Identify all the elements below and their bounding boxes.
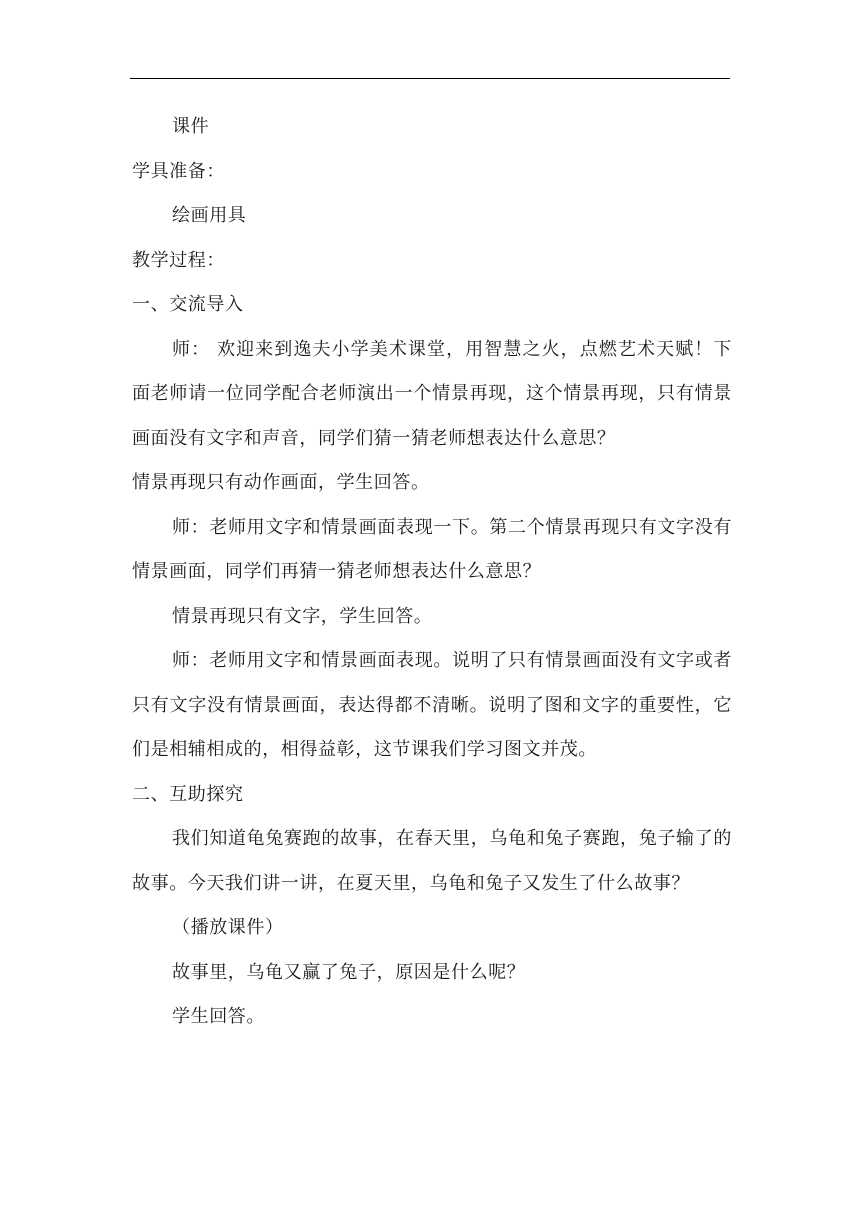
line-play-courseware: （播放课件） <box>172 917 284 938</box>
line-process-heading: 教学过程： <box>132 249 225 271</box>
section-2-heading: 二、互助探究 <box>132 783 244 805</box>
paragraph-explanation: 师：老师用文字和情景画面表现。说明了只有情景画面没有文字或者只有文字没有情景画面，表达得都不清晰。说明了图和文字的重要性，它们是相辅相成的，相得益彰，这节课我们学习图文并茂。 <box>132 650 732 760</box>
line-answer-3: 学生回答。 <box>172 1006 265 1027</box>
paragraph-intro: 师： 欢迎来到逸夫小学美术课堂，用智慧之火，点燃艺术天赋！下面老师请一位同学配合老师演出一个情景再现，这个情景再现，只有情景画面没有文字和声音，同学们猜一猜老师想表达什么意思？ <box>132 338 732 449</box>
line-answer-2: 情景再现只有文字，学生回答。 <box>172 605 433 627</box>
line-answer-1: 情景再现只有动作画面，学生回答。 <box>132 472 430 493</box>
line-courseware-item: 课件 <box>172 116 210 137</box>
line-question: 故事里，乌龟又赢了兔子，原因是什么呢？ <box>172 961 526 983</box>
document-body <box>132 105 732 1040</box>
header-rule <box>130 78 730 79</box>
section-1-heading: 一、交流导入 <box>132 294 244 315</box>
line-materials-heading: 学具准备： <box>132 160 225 182</box>
paragraph-second-scene: 师：老师用文字和情景画面表现一下。第二个情景再现只有文字没有情景画面，同学们再猜一猜老师想表达什么意思？ <box>132 516 732 582</box>
paragraph-story: 我们知道龟兔赛跑的故事，在春天里，乌龟和兔子赛跑，兔子输了的故事。今天我们讲一讲，在夏天里，乌龟和兔子又发生了什么故事？ <box>132 828 732 894</box>
line-materials-item: 绘画用具 <box>172 205 247 226</box>
